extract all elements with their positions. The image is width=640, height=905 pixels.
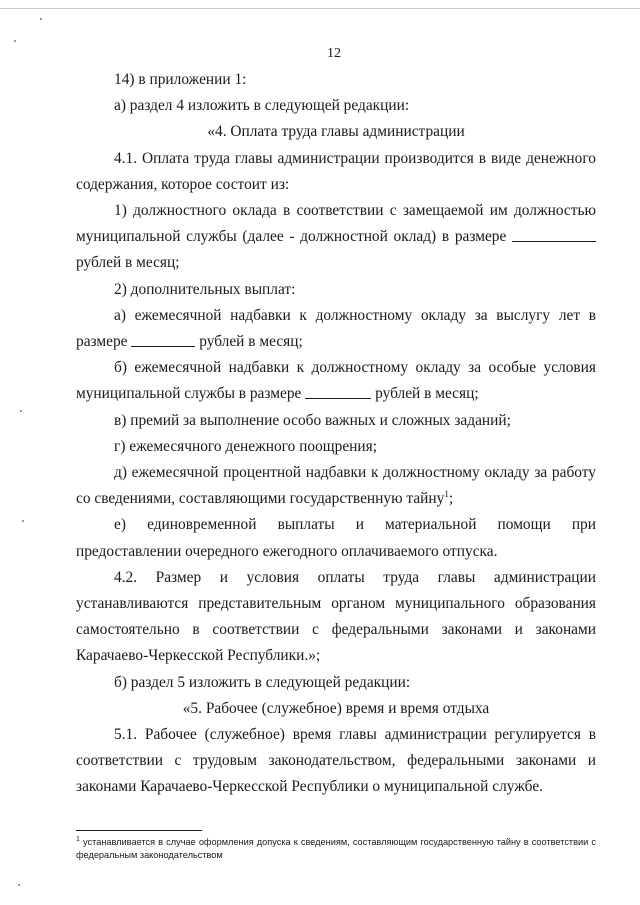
footnote-reference: 1 [444, 489, 449, 500]
scan-speck [20, 410, 22, 412]
paragraph-special-tail: рублей в месяц; [375, 385, 479, 403]
footnote-marker: 1 [76, 836, 80, 843]
paragraph-4-1: 4.1. Оплата труда главы администрации производится в виде денежного содержания, которое состоит из: [76, 149, 596, 193]
blank-field [305, 384, 371, 399]
paragraph-bonuses: в) премий за выполнение особо важных и сложных заданий; [114, 411, 511, 429]
scan-speck [18, 884, 20, 886]
paragraph-subitem-a: а) раздел 4 изложить в следующей редакции: [114, 97, 410, 115]
scan-speck [22, 520, 24, 522]
paragraph-additional-payments: 2) дополнительных выплат: [114, 280, 296, 298]
scan-speck [14, 40, 16, 42]
paragraph-seniority-tail: рублей в месяц; [199, 333, 303, 351]
paragraph-salary-tail: рублей в месяц; [76, 254, 180, 272]
footnote [76, 836, 596, 862]
paragraph-special-conditions [76, 355, 596, 407]
page-number: 12 [327, 46, 341, 61]
paragraph-secret-text: д) ежемесячной процентной надбавки к должностному окладу за работу со сведениями, составляющими государственную тайну [76, 464, 596, 508]
paragraph-seniority-text: а) ежемесячной надбавки к должностному окладу за выслугу лет в размере [76, 306, 596, 351]
blank-field [131, 332, 195, 347]
paragraph-salary-text: 1) должностного оклада в соответствии с замещаемой им должностью муниципальной службы (далее - должностной оклад) в размере [76, 202, 596, 246]
paragraph-seniority-allowance [76, 303, 596, 355]
paragraph-lump-sum: е) единовременной выплаты и материальной помощи при предоставлении очередного ежегодного оплачиваемого отпуска. [76, 516, 596, 560]
scan-speck [40, 18, 42, 20]
paragraph-item-14: 14) в приложении 1: [114, 71, 247, 88]
paragraph-salary [76, 198, 596, 277]
footnote-text: устанавливается в случае оформления допуска к сведениям, составляющим государственную тайну в соответствии с федеральным законодательством [76, 837, 596, 860]
paragraph-secret-tail: ; [448, 490, 454, 508]
document-body [76, 67, 596, 801]
paragraph-4-2: 4.2. Размер и условия оплаты труда главы администрации устанавливаются представительным органом муниципального образования самостоятельно в соответствии с федеральными законами и законами Карачаево-Черкесской Республики.»; [76, 568, 596, 665]
section-heading-4: «4. Оплата труда главы администрации [207, 123, 465, 141]
paragraph-secret-allowance [76, 460, 596, 512]
section-heading-5: «5. Рабочее (служебное) время и время отдыха [182, 699, 490, 717]
scan-top-edge [0, 8, 640, 9]
paragraph-special-text: б) ежемесячной надбавки к должностному окладу за особые условия муниципальной службы в размере [76, 359, 596, 403]
blank-field [512, 227, 596, 242]
paragraph-monthly-incentive: г) ежемесячного денежного поощрения; [114, 437, 377, 455]
paragraph-subitem-b: б) раздел 5 изложить в следующей редакции: [114, 673, 411, 691]
footnote-separator [76, 830, 202, 831]
paragraph-5-1: 5.1. Рабочее (служебное) время главы администрации регулируется в соответствии с трудовым законодательством, федеральными законами и законами Карачаево-Черкесской Республики о муниципальной службе. [76, 726, 596, 796]
